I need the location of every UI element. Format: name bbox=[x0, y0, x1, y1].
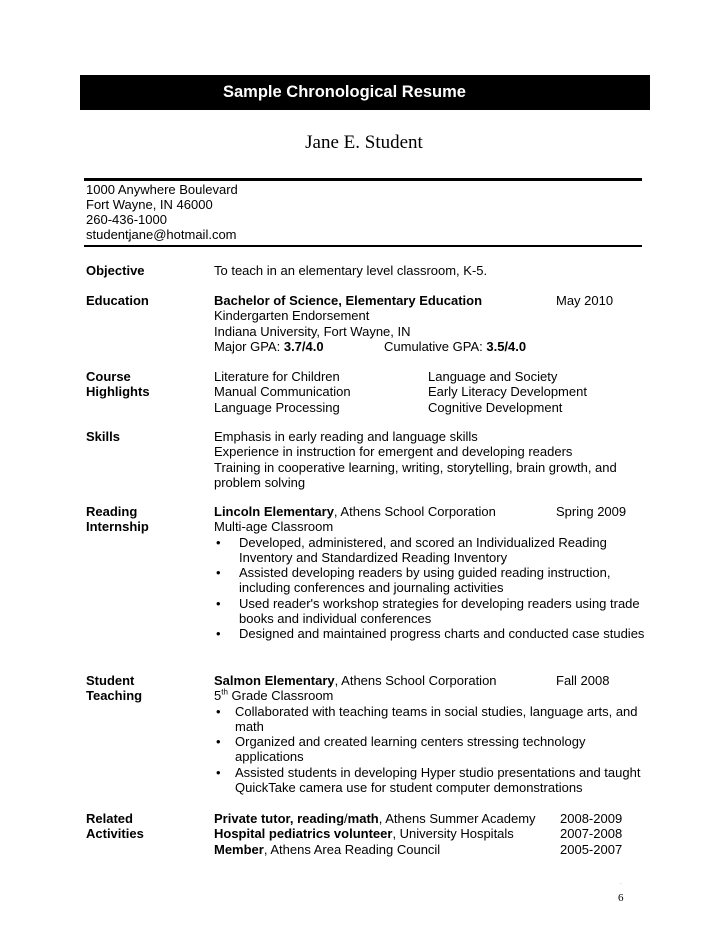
objective-label: Objective bbox=[86, 263, 145, 278]
top-rule bbox=[84, 178, 642, 181]
course-item: Literature for Children bbox=[214, 369, 340, 384]
internship-label: Reading Internship bbox=[86, 504, 149, 535]
contact-city: Fort Wayne, IN 46000 bbox=[86, 197, 213, 212]
education-content bbox=[214, 293, 646, 354]
skill-line: Experience in instruction for emergent and developing readers bbox=[214, 444, 573, 460]
teaching-org: , Athens School Corporation bbox=[334, 673, 497, 688]
internship-employer: Lincoln Elementary bbox=[214, 504, 334, 519]
cumulative-gpa-label: Cumulative GPA: bbox=[384, 338, 487, 354]
internship-bullet: • Developed, administered, and scored an Individualized Reading Inventory and Standardized Reading Inventory bbox=[214, 535, 646, 566]
internship-bullets bbox=[214, 535, 646, 642]
education-label: Education bbox=[86, 293, 149, 308]
objective-text: To teach in an elementary level classroom, K-5. bbox=[214, 263, 488, 278]
internship-bullet: • Used reader's workshop strategies for developing readers using trade books and individual conferences bbox=[214, 596, 646, 627]
skills-content bbox=[214, 429, 646, 490]
contact-phone: 260-436-1000 bbox=[86, 212, 167, 227]
course-item: Language and Society bbox=[428, 369, 558, 384]
internship-content bbox=[214, 504, 646, 642]
skills-label: Skills bbox=[86, 429, 120, 444]
education-school: Indiana University, Fort Wayne, IN bbox=[214, 323, 411, 339]
skill-line: Training in cooperative learning, writing, storytelling, brain growth, and problem solving bbox=[214, 459, 617, 490]
education-degree: Bachelor of Science, Elementary Education bbox=[214, 293, 483, 308]
related-item: Private tutor, reading/math, Athens Summer Academy 2008-2009 bbox=[214, 811, 623, 826]
cumulative-gpa-value: 3.5/4.0 bbox=[486, 338, 527, 354]
footer-dot: . bbox=[620, 880, 622, 886]
resume-title: Sample Chronological Resume bbox=[223, 83, 466, 101]
contact-email: studentjane@hotmail.com bbox=[86, 227, 237, 242]
courses-content bbox=[214, 369, 646, 415]
internship-org: , Athens School Corporation bbox=[333, 504, 496, 519]
applicant-name: Jane E. Student bbox=[305, 132, 423, 153]
teaching-bullets bbox=[214, 704, 644, 796]
related-item: Member, Athens Area Reading Council 2005-2007 bbox=[214, 841, 623, 857]
internship-bullet: • Assisted developing readers by using guided reading instruction, including conferences and journaling activities bbox=[214, 565, 646, 596]
teaching-employer: Salmon Elementary bbox=[214, 673, 335, 688]
course-item: Early Literacy Development bbox=[428, 384, 587, 400]
related-date: 2005-2007 bbox=[560, 841, 623, 857]
teaching-bullet: • Collaborated with teaching teams in social studies, language arts, and math bbox=[214, 704, 644, 735]
internship-role: Multi-age Classroom bbox=[214, 519, 334, 535]
contact-block bbox=[86, 182, 238, 242]
courses-label: Course Highlights bbox=[86, 369, 150, 400]
teaching-label: Student Teaching bbox=[86, 673, 143, 704]
teaching-bullet: • Assisted students in developing Hyper studio presentations and taught QuickTake camera use for student computer demonstrations bbox=[214, 765, 644, 796]
teaching-bullet: • Organized and created learning centers stressing technology applications bbox=[214, 734, 644, 765]
course-item: Cognitive Development bbox=[428, 399, 563, 415]
bottom-rule bbox=[84, 245, 642, 247]
contact-street: 1000 Anywhere Boulevard bbox=[86, 182, 238, 197]
related-item: Hospital pediatrics volunteer, University Hospitals 2007-2008 bbox=[214, 826, 623, 842]
related-date: 2007-2008 bbox=[560, 826, 623, 842]
teaching-content bbox=[214, 673, 646, 795]
related-content bbox=[214, 811, 646, 857]
teaching-date: Fall 2008 bbox=[556, 673, 610, 688]
education-endorsement: Kindergarten Endorsement bbox=[214, 308, 370, 324]
related-label: Related Activities bbox=[86, 811, 144, 842]
skill-line: Emphasis in early reading and language skills bbox=[214, 429, 478, 444]
internship-bullet: • Designed and maintained progress charts and conducted case studies bbox=[214, 626, 646, 641]
course-item: Manual Communication bbox=[214, 384, 351, 400]
course-item: Language Processing bbox=[214, 399, 340, 415]
teaching-role: 5th Grade Classroom bbox=[214, 687, 334, 704]
education-date: May 2010 bbox=[556, 293, 614, 308]
title-banner bbox=[80, 75, 650, 110]
major-gpa-label: Major GPA: bbox=[214, 338, 284, 354]
page-number: 6 bbox=[618, 892, 624, 904]
major-gpa-value: 3.7/4.0 bbox=[283, 338, 324, 354]
related-date: 2008-2009 bbox=[560, 811, 623, 826]
internship-date: Spring 2009 bbox=[556, 504, 627, 519]
